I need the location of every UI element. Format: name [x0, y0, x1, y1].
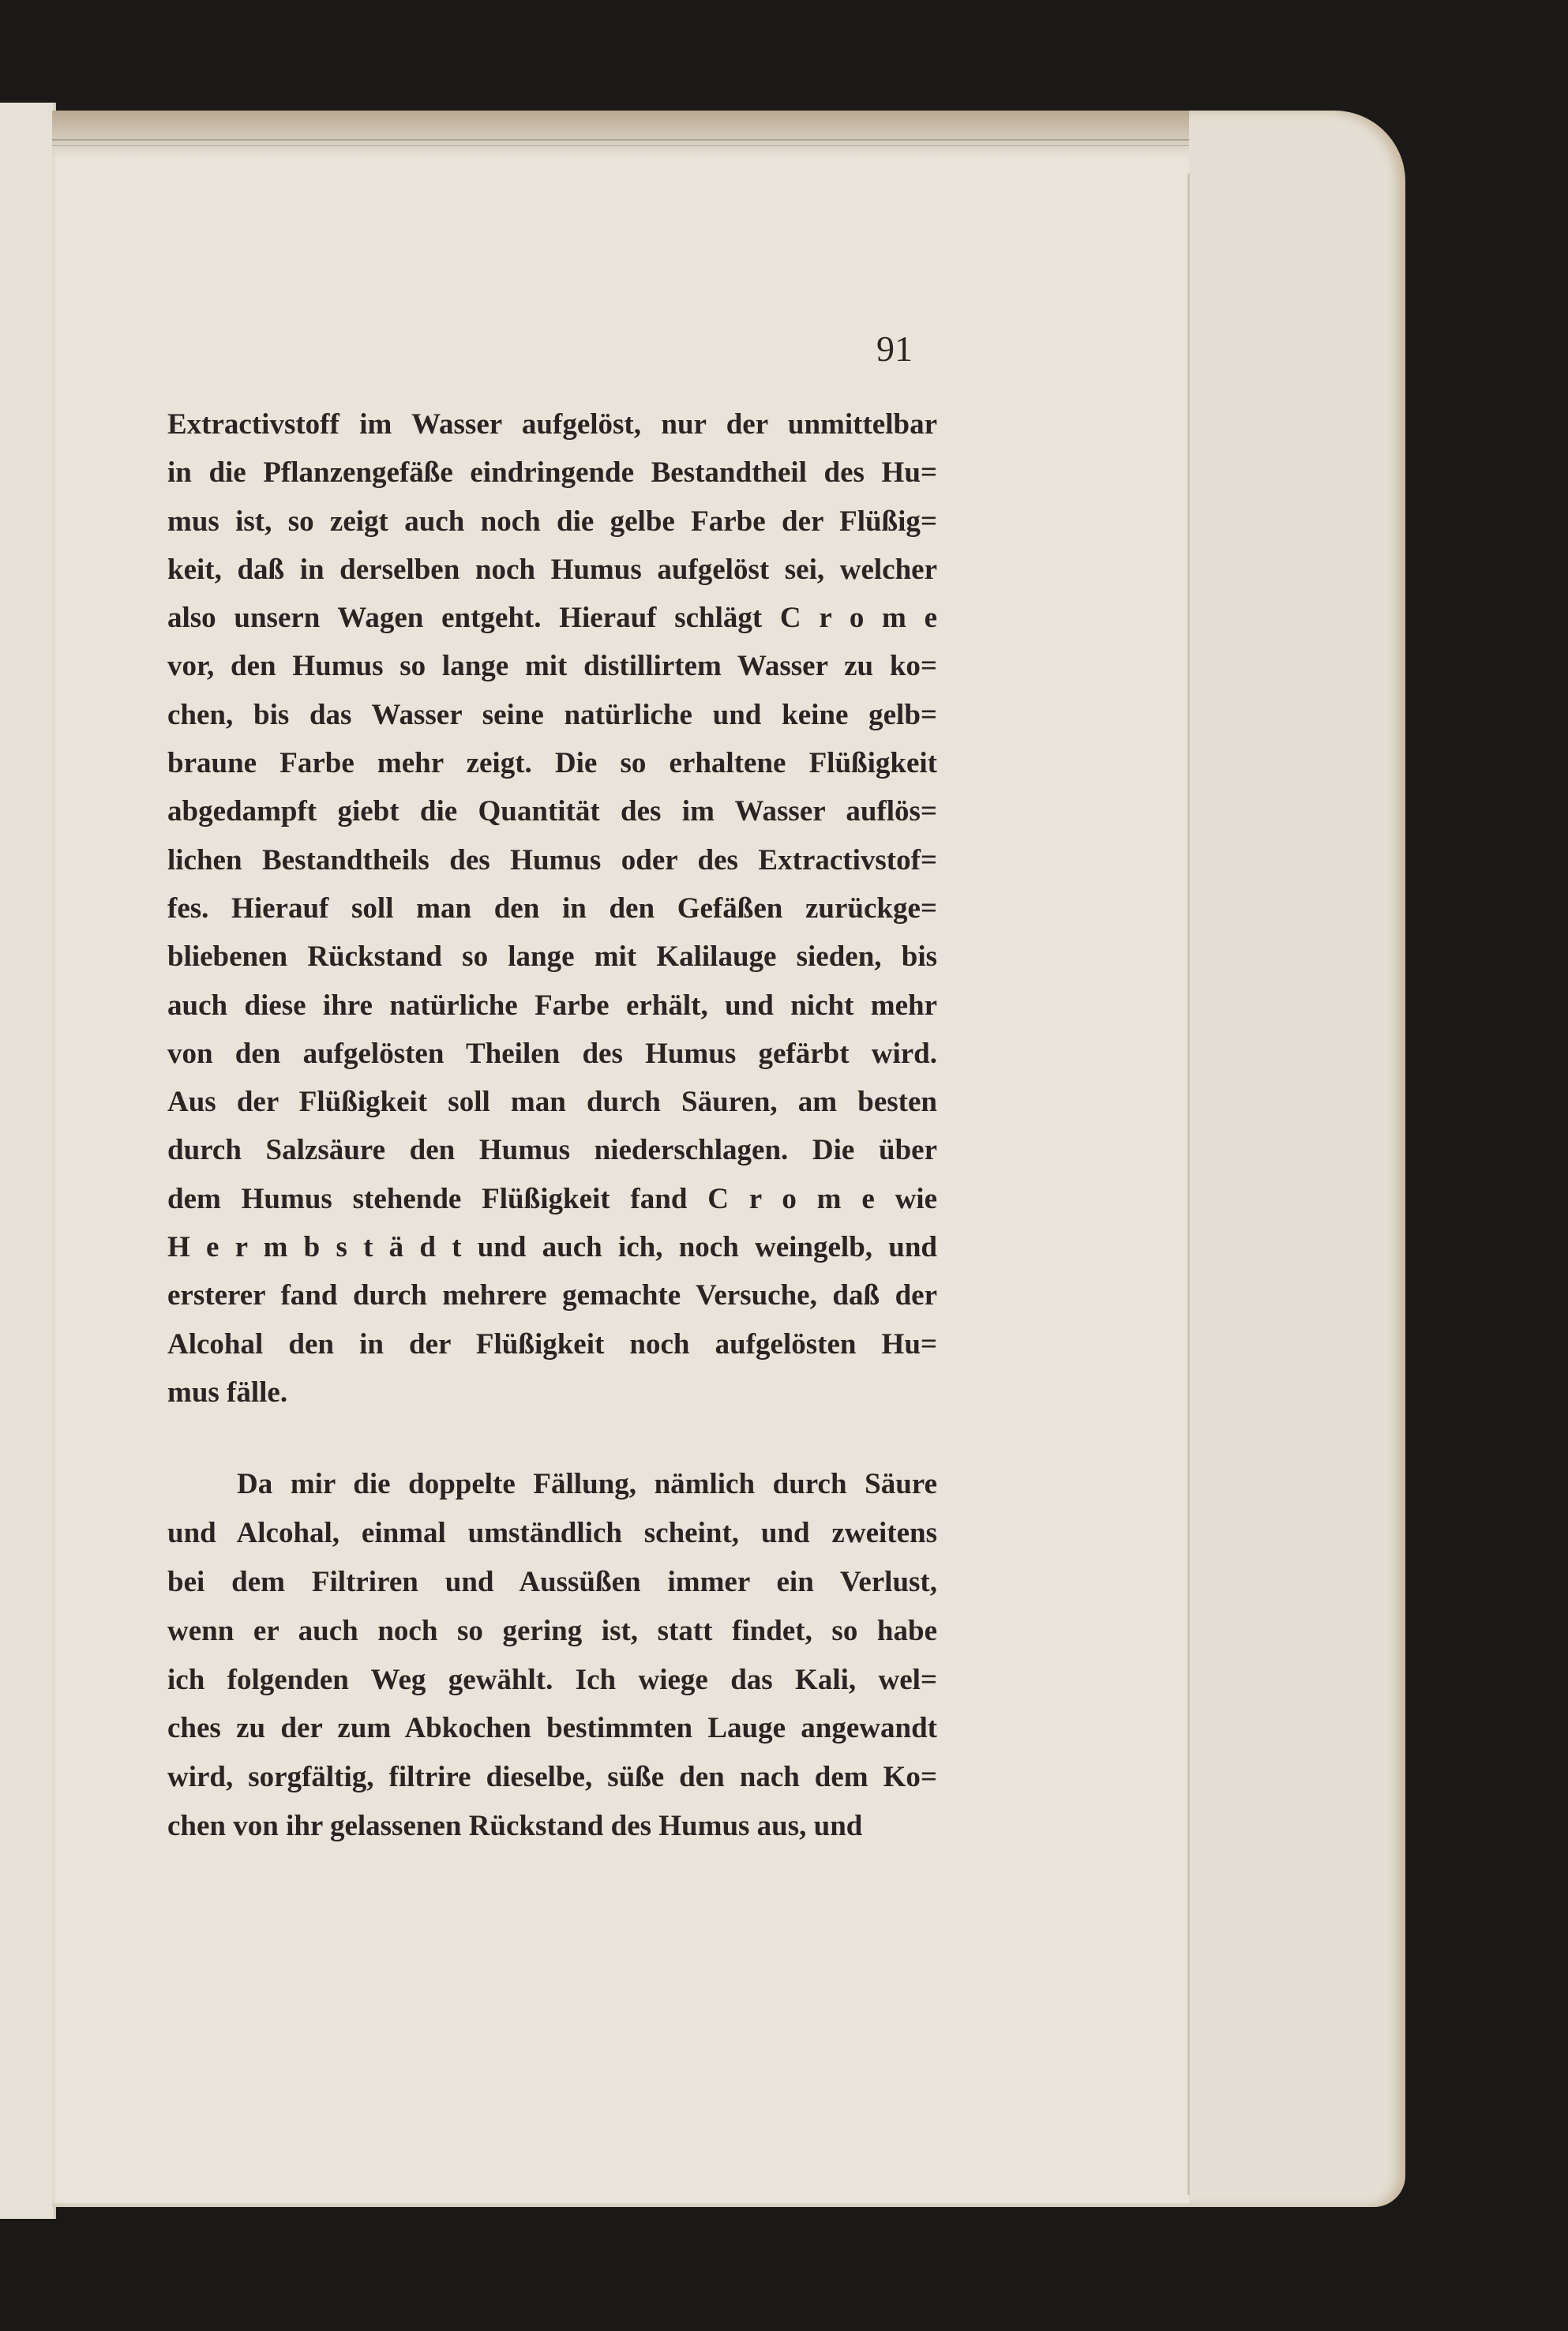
- paragraph-2: [167, 1460, 937, 1851]
- text-line: Extractivstoff im Wasser aufgelöst, nur der unmittelbar: [167, 408, 937, 441]
- text-line: Alcohal den in der Flüßigkeit noch aufgelösten Hu=: [167, 1327, 937, 1361]
- facing-page-edge: [0, 103, 56, 2219]
- page-fold: [1187, 174, 1190, 2195]
- text-line: keit, daß in derselben noch Humus aufgelöst sei, welcher: [167, 553, 937, 586]
- text-line: ich folgenden Weg gewählt. Ich wiege das Kali, wel=: [167, 1663, 937, 1696]
- text-line: vor, den Humus so lange mit distillirtem Wasser zu ko=: [167, 650, 937, 683]
- text-line: auch diese ihre natürliche Farbe erhält, und nicht mehr: [167, 989, 937, 1022]
- text-line: durch Salzsäure den Humus niederschlagen. Die über: [167, 1134, 937, 1167]
- text-line: und Alcohal, einmal umständlich scheint, und zweitens: [167, 1516, 937, 1549]
- top-rule-secondary: [52, 145, 1189, 146]
- text-line: lichen Bestandtheils des Humus oder des Extractivstof=: [167, 843, 937, 876]
- text-line: fes. Hierauf soll man den in den Gefäßen zurückge=: [167, 891, 937, 925]
- top-rule: [52, 139, 1189, 141]
- text-line: chen von ihr gelassenen Rückstand des Humus aus, und: [167, 1810, 863, 1843]
- page-top-stain: [52, 111, 1189, 158]
- text-line: von den aufgelösten Theilen des Humus gefärbt wird.: [167, 1037, 937, 1070]
- text-line: braune Farbe mehr zeigt. Die so erhaltene Flüßigkeit: [167, 747, 937, 780]
- text-line: also unsern Wagen entgeht. Hierauf schlägt C r o m e: [167, 602, 937, 635]
- text-line: bliebenen Rückstand so lange mit Kalilauge sieden, bis: [167, 940, 937, 974]
- text-line: in die Pflanzengefäße eindringende Bestandtheil des Hu=: [167, 456, 937, 490]
- text-line: ches zu der zum Abkochen bestimmten Lauge angewandt: [167, 1712, 937, 1745]
- text-line: mus fälle.: [167, 1376, 288, 1409]
- text-line: ersterer fand durch mehrere gemachte Versuche, daß der: [167, 1279, 937, 1312]
- text-line: Aus der Flüßigkeit soll man durch Säuren, am besten: [167, 1086, 937, 1119]
- text-line: abgedampft giebt die Quantität des im Wasser auflös=: [167, 795, 937, 828]
- text-line: mus ist, so zeigt auch noch die gelbe Farbe der Flüßig=: [167, 505, 937, 538]
- text-line: bei dem Filtriren und Aussüßen immer ein Verlust,: [167, 1565, 937, 1598]
- page-number: 91: [876, 328, 913, 369]
- text-line: wenn er auch noch so gering ist, statt findet, so habe: [167, 1614, 937, 1647]
- text-line: Da mir die doppelte Fällung, nämlich durch Säure: [237, 1468, 937, 1500]
- text-line: chen, bis das Wasser seine natürliche und keine gelb=: [167, 698, 937, 731]
- text-line: H e r m b s t ä d t und auch ich, noch weingelb, und: [167, 1231, 937, 1264]
- paragraph-1: [167, 400, 937, 1417]
- text-line: wird, sorgfältig, filtrire dieselbe, süße den nach dem Ko=: [167, 1761, 937, 1794]
- text-line: dem Humus stehende Flüßigkeit fand C r o m e wie: [167, 1182, 937, 1215]
